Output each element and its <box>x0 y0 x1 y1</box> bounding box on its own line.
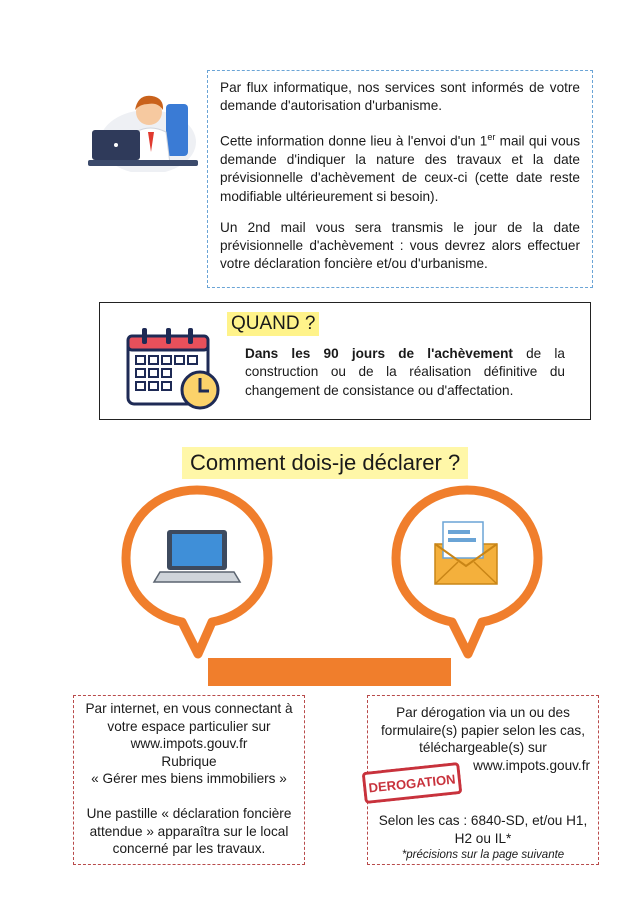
pastille-text: Une pastille « déclaration foncière attendue » apparaîtra sur le local concerné par les travaux. <box>86 805 292 857</box>
paper-intro: Par dérogation via un ou des formulaire(s) papier selon les cas, téléchargeable(s) sur <box>381 705 585 756</box>
orange-bar <box>208 658 451 686</box>
quand-text-rest: de la construction ou de la réalisation définitive du changement de consistance ou d'affectation. <box>245 346 565 398</box>
info-paragraph-2 <box>220 128 580 205</box>
rubrique-name: « Gérer mes biens immobiliers » <box>91 771 287 787</box>
laptop-pin-icon <box>118 482 276 660</box>
info-paragraph-3: Un 2nd mail vous sera transmis le jour de la date prévisionnelle d'achèvement : vous devrez alors effectuer votre déclaration foncière et/ou d'urbanisme. <box>220 219 580 272</box>
quand-text <box>245 345 565 400</box>
info-box <box>207 70 593 288</box>
calendar-clock-icon <box>126 328 222 412</box>
envelope-pin-icon <box>388 482 546 660</box>
person-laptop-illustration <box>88 82 203 172</box>
internet-declaration-box <box>73 695 305 865</box>
info-paragraph-2-start: Cette information donne lieu à l'envoi d'un 1 <box>220 133 488 149</box>
main-heading: Comment dois-je déclarer ? <box>182 447 468 479</box>
cases-text: Selon les cas : 6840-SD, et/ou H1, H2 ou IL* <box>378 813 588 846</box>
internet-intro: Par internet, en vous connectant à votre espace particulier sur <box>85 701 293 734</box>
derogation-stamp-text: DEROGATION <box>367 771 457 796</box>
impots-link-right[interactable]: www.impots.gouv.fr <box>473 757 590 773</box>
info-paragraph-1: Par flux informatique, nos services sont informés de votre demande d'autorisation d'urbanisme. <box>220 80 580 114</box>
impots-link[interactable]: www.impots.gouv.fr <box>130 736 248 752</box>
quand-text-bold: Dans les 90 jours de l'achèvement <box>245 346 513 361</box>
info-paragraph-2-sup: er <box>487 132 496 143</box>
footnote: *précisions sur la page suivante <box>401 848 565 861</box>
rubrique-label: Rubrique <box>161 753 217 769</box>
info-paragraph-2-end: mail qui vous demande d'indiquer la nature des travaux et la date prévisionnelle d'achèvement de ceux-ci (cette date reste modifiable ultérieurement si besoin). <box>220 133 581 204</box>
quand-title: QUAND ? <box>227 312 319 336</box>
